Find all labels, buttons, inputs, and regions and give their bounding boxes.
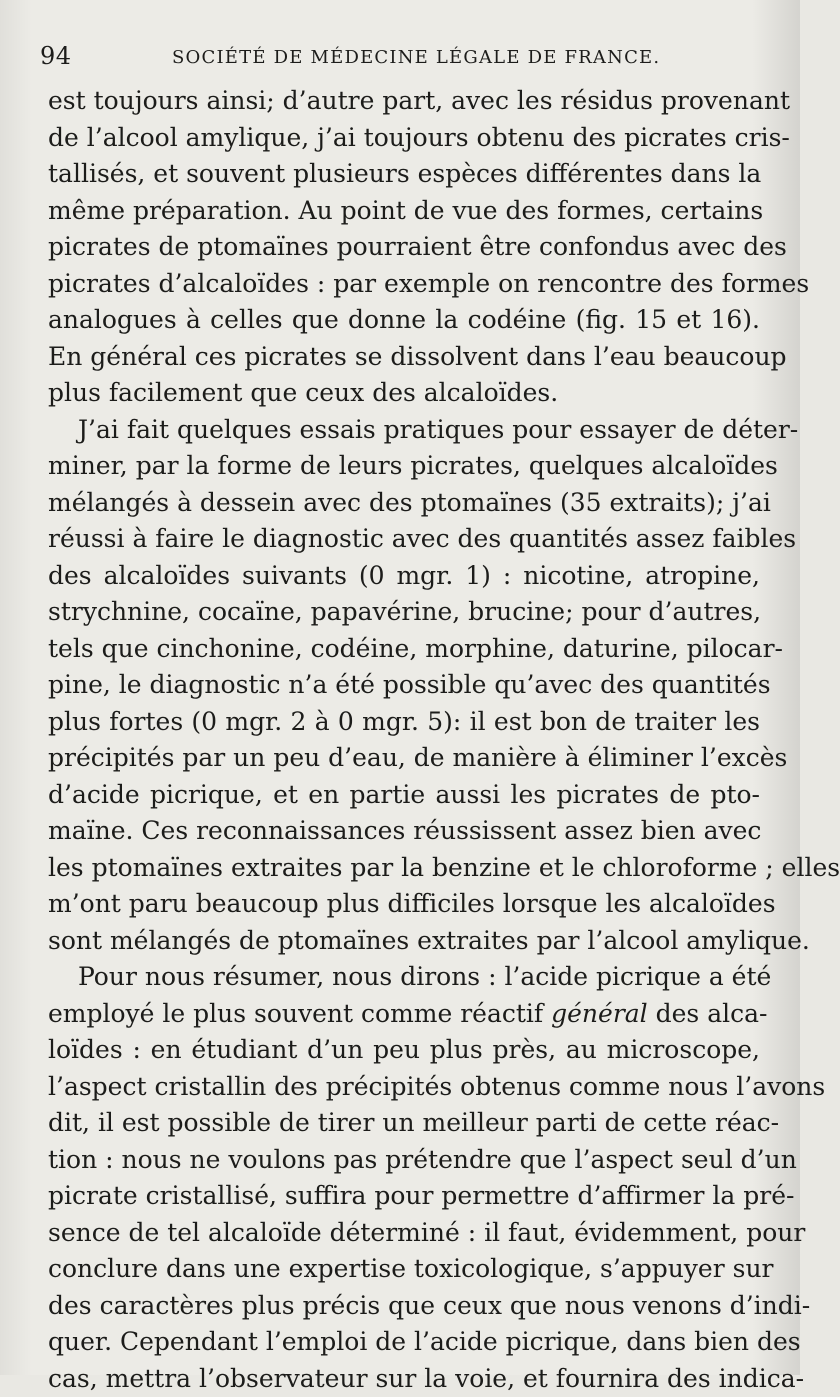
text-line: picrate cristallisé, suffira pour permettre d’affirmer la pré- — [48, 1178, 760, 1215]
text-line: précipités par un peu d’eau, de manière à éliminer l’excès — [48, 740, 760, 777]
text-line: picrates d’alcaloïdes : par exemple on rencontre des formes — [48, 266, 760, 303]
text-line: strychnine, cocaïne, papavérine, brucine; pour d’autres, — [48, 594, 760, 631]
text-line: des alcaloïdes suivants (0 mgr. 1) : nicotine, atropine, — [48, 558, 760, 595]
text-line: d’acide picrique, et en partie aussi les picrates de pto- — [48, 777, 760, 814]
text-line: quer. Cependant l’emploi de l’acide picrique, dans bien des — [48, 1324, 760, 1361]
page-number: 94 — [40, 42, 72, 70]
text-line: miner, par la forme de leurs picrates, quelques alcaloïdes — [48, 448, 760, 485]
text-line: tels que cinchonine, codéine, morphine, daturine, pilocar- — [48, 631, 760, 668]
text-line: tion : nous ne voulons pas prétendre que l’aspect seul d’un — [48, 1142, 760, 1179]
text-line: les ptomaïnes extraites par la benzine et le chloroforme ; elles — [48, 850, 760, 887]
text-line: dit, il est possible de tirer un meilleur parti de cette réac- — [48, 1105, 760, 1142]
text-line: est toujours ainsi; d’autre part, avec les résidus provenant — [48, 83, 760, 120]
text-line — [48, 996, 760, 1033]
italic-word: général — [551, 999, 648, 1028]
text-segment: employé le plus souvent comme réactif — [48, 999, 551, 1028]
text-line: analogues à celles que donne la codéine (fig. 15 et 16). — [48, 302, 760, 339]
text-line: maïne. Ces reconnaissances réussissent assez bien avec — [48, 813, 760, 850]
running-head: SOCIÉTÉ DE MÉDECINE LÉGALE DE FRANCE. — [172, 47, 660, 68]
text-line: En général ces picrates se dissolvent dans l’eau beaucoup — [48, 339, 760, 376]
text-line: m’ont paru beaucoup plus difficiles lorsque les alcaloïdes — [48, 886, 760, 923]
page-header — [40, 40, 760, 80]
text-line: tallisés, et souvent plusieurs espèces différentes dans la — [48, 156, 760, 193]
text-line: des caractères plus précis que ceux que nous venons d’indi- — [48, 1288, 760, 1325]
text-line: sence de tel alcaloïde déterminé : il faut, évidemment, pour — [48, 1215, 760, 1252]
text-line: loïdes : en étudiant d’un peu plus près, au microscope, — [48, 1032, 760, 1069]
text-line: de l’alcool amylique, j’ai toujours obtenu des picrates cris- — [48, 120, 760, 157]
text-line: cas, mettra l’observateur sur la voie, et fournira des indica- — [48, 1361, 760, 1397]
text-line: pine, le diagnostic n’a été possible qu’avec des quantités — [48, 667, 760, 704]
text-line: picrates de ptomaïnes pourraient être confondus avec des — [48, 229, 760, 266]
text-line: mélangés à dessein avec des ptomaïnes (35 extraits); j’ai — [48, 485, 760, 522]
text-line: même préparation. Au point de vue des formes, certains — [48, 193, 760, 230]
text-line: conclure dans une expertise toxicologique, s’appuyer sur — [48, 1251, 760, 1288]
text-line: plus fortes (0 mgr. 2 à 0 mgr. 5): il est bon de traiter les — [48, 704, 760, 741]
text-line: réussi à faire le diagnostic avec des quantités assez faibles — [48, 521, 760, 558]
text-line: sont mélangés de ptomaïnes extraites par l’alcool amylique. — [48, 923, 760, 960]
body-text — [48, 83, 760, 1397]
text-line: J’ai fait quelques essais pratiques pour essayer de déter- — [48, 412, 760, 449]
text-line: l’aspect cristallin des précipités obtenus comme nous l’avons — [48, 1069, 760, 1106]
text-line: plus facilement que ceux des alcaloïdes. — [48, 375, 760, 412]
text-segment: des alca- — [648, 999, 768, 1028]
text-line: Pour nous résumer, nous dirons : l’acide picrique a été — [48, 959, 760, 996]
